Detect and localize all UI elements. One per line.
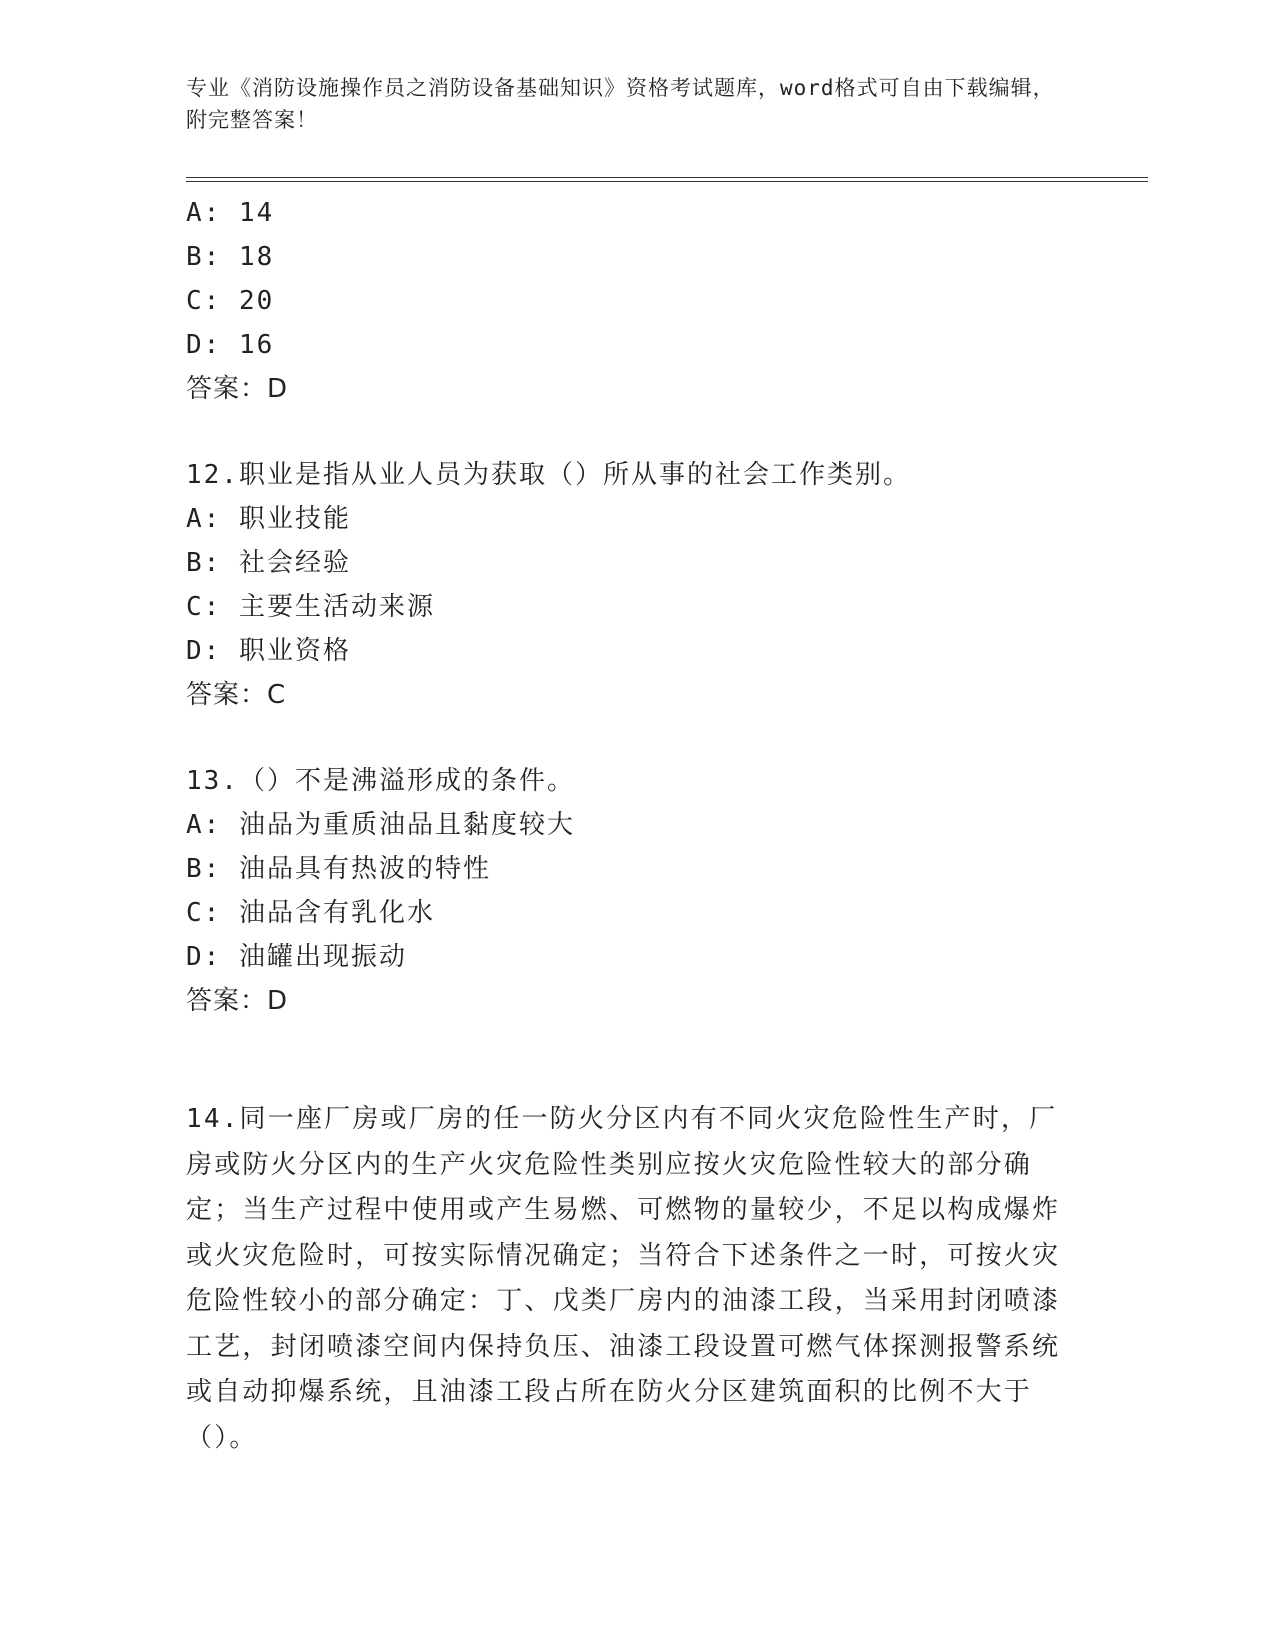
q11-option-a: A: 14 [186,198,275,228]
q13-answer: 答案：D [186,986,289,1016]
q11-option-b: B: 18 [186,242,275,272]
q12-option-a: A: 职业技能 [186,504,351,534]
q12-question: 12.职业是指从业人员为获取（）所从事的社会工作类别。 [186,460,911,490]
q12-option-b: B: 社会经验 [186,548,351,578]
q11-option-d: D: 16 [186,330,275,360]
q13-option-a: A: 油品为重质油品且黏度较大 [186,810,575,840]
q12-option-c: C: 主要生活动来源 [186,592,435,622]
q13-option-b: B: 油品具有热波的特性 [186,854,491,884]
header-divider-top [186,177,1148,178]
q13-option-d: D: 油罐出现振动 [186,942,407,972]
q12-answer: 答案：C [186,680,287,710]
q13-question: 13.（）不是沸溢形成的条件。 [186,766,575,796]
q11-option-c: C: 20 [186,286,275,316]
q12-option-d: D: 职业资格 [186,636,351,666]
header-divider-bottom [186,181,1148,182]
document-header: 专业《消防设施操作员之消防设备基础知识》资格考试题库，word格式可自由下载编辑，附完整答案！ [186,76,1055,132]
q14-question: 14.同一座厂房或厂房的任一防火分区内有不同火灾危险性生产时，厂房或防火分区内的生产火灾危险性类别应按火灾危险性较大的部分确定；当生产过程中使用或产生易燃、可燃物的量较少，不足以构成爆炸或火灾危险时，可按实际情况确定；当符合下述条件之一时，可按火灾危险性较小的部分确定：丁、戊类厂房内的油漆工段，当采用封闭喷漆工艺，封闭喷漆空间内保持负压、油漆工段设置可燃气体探测报警系统或自动抑爆系统，且油漆工段占所在防火分区建筑面积的比例不大于（）。 [186,1104,1061,1453]
q13-option-c: C: 油品含有乳化水 [186,898,435,928]
q11-answer: 答案：D [186,374,289,404]
